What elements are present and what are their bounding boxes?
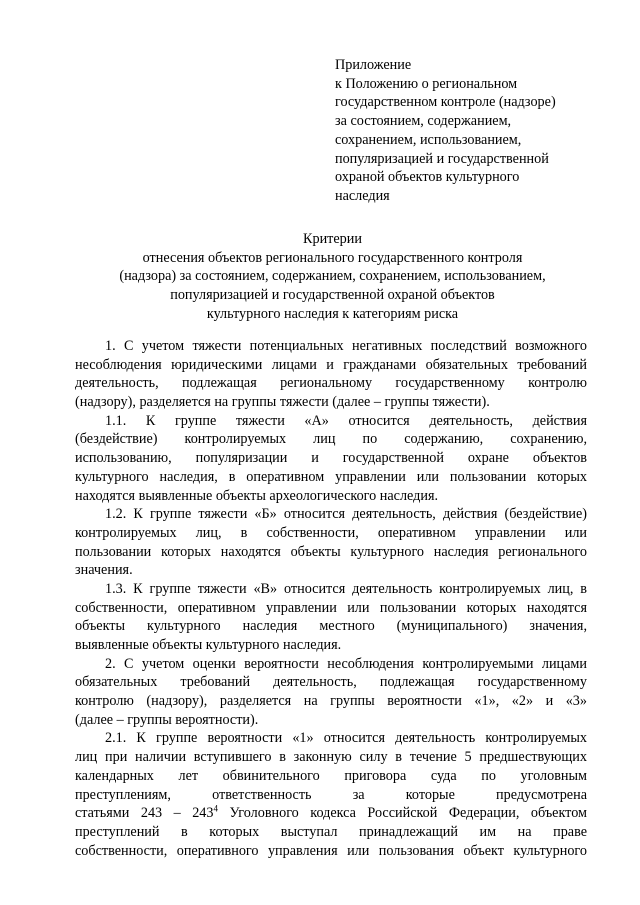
text-line: деятельность, подлежащая региональному государственному контролю [75, 375, 587, 392]
appendix-line: сохранением, использованием, [335, 131, 522, 148]
title-line: популяризацией и государственной охраной объектов [170, 287, 495, 304]
text-line: культурного наследия, в оперативном управлении или пользовании которых [75, 468, 587, 485]
appendix-line: к Положению о региональном [335, 75, 518, 92]
appendix-line: за состоянием, содержанием, [335, 113, 512, 130]
text-line: пользовании которых находятся объекты культурного наследия регионального [75, 543, 587, 560]
text-line: преступлений в которых выступал принадлежащий им на праве [75, 823, 587, 840]
document-title [75, 230, 590, 324]
text-line: 1.1. К группе тяжести «А» относится деятельность, действия [105, 412, 587, 429]
text-line: обязательных требований деятельность, подлежащая государственному [75, 674, 587, 691]
text-line: (бездействие) контролируемых лиц по содержанию, сохранению, [75, 431, 587, 448]
title-line: (надзора) за состоянием, содержанием, сохранением, использованием, [119, 268, 546, 285]
text-line: 1.3. К группе тяжести «В» относится деятельность контролируемых лиц, в [105, 580, 587, 597]
text-line: преступлениям, ответственность за которые предусмотрена [75, 786, 587, 803]
document-body [75, 337, 587, 860]
paragraph-1-2 [75, 505, 587, 580]
text-line: выявленные объекты культурного наследия. [75, 637, 342, 653]
paragraph-2-1 [75, 729, 587, 860]
text-line: 2. С учетом оценки вероятности несоблюдения контролируемыми лицами [105, 655, 587, 672]
title-line: отнесения объектов регионального государственного контроля [142, 249, 523, 266]
text-line: 1. С учетом тяжести потенциальных негативных последствий возможного [105, 338, 587, 354]
text-line: значения. [75, 562, 133, 579]
text-line-tail: Уголовного кодекса Российской Федерации, объектом [218, 805, 587, 822]
appendix-line: наследия [335, 187, 390, 204]
text-line: объекты культурного наследия местного (муниципального) значения, [75, 618, 587, 635]
text-line: (надзору), разделяется на группы тяжести (далее – группы тяжести). [75, 394, 490, 411]
text-line: собственности, оперативном управлении или пользовании которых находятся [75, 599, 587, 616]
text-line: 2.1. К группе вероятности «1» относится деятельность контролируемых [105, 730, 587, 747]
text-line: контролю (надзору), разделяется на группы вероятности «1», «2» и «3» [75, 693, 587, 710]
appendix-line: популяризацией и государственной [335, 150, 549, 167]
paragraph-1 [75, 337, 587, 412]
paragraph-1-1 [75, 412, 587, 505]
appendix-note [335, 56, 585, 206]
appendix-line: охраной объектов культурного [335, 169, 520, 186]
text-line: находятся выявленные объекты археологического наследия. [75, 487, 439, 504]
text-line: (далее – группы вероятности). [75, 711, 259, 728]
text-line: календарных лет обвинительного приговора суда по уголовным [75, 767, 587, 784]
appendix-line: государственном контроле (надзоре) [335, 94, 556, 111]
text-line: контролируемых лиц, в собственности, оперативном управлении или [75, 524, 587, 541]
text-line [75, 804, 587, 823]
text-line: 1.2. К группе тяжести «Б» относится деятельность, действия (бездействие) [105, 506, 587, 523]
appendix-line: Приложение [335, 57, 412, 73]
title-line: культурного наследия к категориям риска [206, 305, 459, 322]
article-superscript: 4 [213, 803, 218, 814]
text-line: лиц при наличии вступившего в законную силу в течение 5 предшествующих [75, 749, 587, 766]
text-line: использованию, популяризации и государственной охране объектов [75, 450, 587, 467]
text-line: несоблюдения юридическими лицами и гражданами обязательных требований [75, 356, 587, 373]
text-line-start: статьями 243 – 243 [75, 805, 214, 822]
paragraph-2 [75, 655, 587, 730]
title-heading: Критерии [303, 231, 362, 247]
paragraph-1-3 [75, 580, 587, 655]
text-line: собственности, оперативного управления или пользования объект культурного [75, 842, 587, 859]
